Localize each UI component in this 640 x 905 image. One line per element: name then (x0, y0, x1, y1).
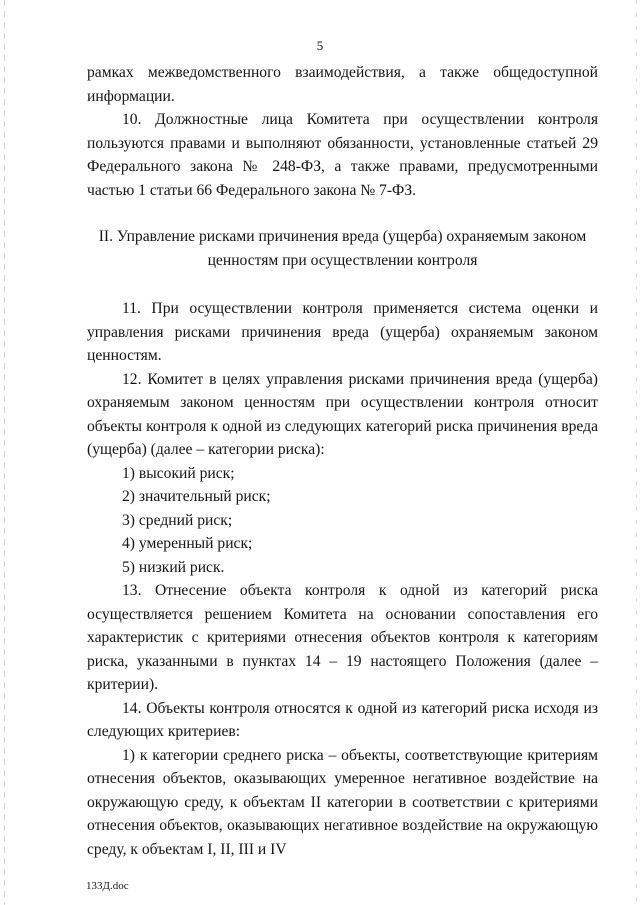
paragraph-11: 11. При осуществлении контроля применяется система оценки и управления рисками причинения вреда (ущерба) охраняемым законом ценностям. (87, 300, 598, 364)
risk-level-item: 5) низкий риск. (122, 558, 225, 576)
paragraph-10: 10. Должностные лица Комитета при осуществлении контроля пользуются правами и выполняют обязанности, установленные статьей 29 Федерального закона № 248-ФЗ, а также правами, предусмотренными частью 1 статьи 66 Федерального закона № 7-ФЗ. (87, 111, 598, 199)
risk-level-item: 2) значительный риск; (122, 488, 271, 505)
paragraph-13: 13. Отнесение объекта контроля к одной из категорий риска осуществляется решением Комитета на основании сопоставления его характеристик с критериями отнесения объектов контроля к категориям риска, указанными в пунктах 14 – 19 настоящего Положения (далее – критерии). (87, 582, 598, 693)
page-number: 5 (316, 38, 324, 53)
scan-edge-right (636, 0, 637, 905)
paragraph-14: 14. Объекты контроля относятся к одной из категорий риска исходя из следующих критериев: (87, 699, 598, 740)
paragraph-14-item-1: 1) к категории среднего риска – объекты, соответствующие критериям отнесения объектов, оказывающих умеренное негативное воздействие на окружающую среду, к объектам II категории в соответствии с критериями отнесения объектов, оказывающих негативное воздействие на окружающую среду, к объектам I, II, III и IV (87, 746, 598, 858)
scan-edge-left (4, 0, 5, 905)
document-body (87, 61, 598, 861)
footer-filename: 133Д.doc (86, 880, 129, 892)
risk-level-item: 3) средний риск; (122, 511, 233, 529)
risk-level-item: 1) высокий риск; (122, 464, 235, 482)
paragraph-continuation: рамках межведомственного взаимодействия, а также общедоступной информации. (87, 64, 598, 105)
paragraph-12: 12. Комитет в целях управления рисками причинения вреда (ущерба) охраняемым законом ценностям при осуществлении контроля относит объекты контроля к одной из следующих категорий риска причинения вреда (ущерба) (далее – категории риска): (87, 370, 598, 458)
risk-level-item: 4) умеренный риск; (122, 535, 253, 552)
section-heading: II. Управление рисками причинения вреда (ущерба) охраняемым законом ценностям при осуществлении контроля (98, 228, 587, 269)
